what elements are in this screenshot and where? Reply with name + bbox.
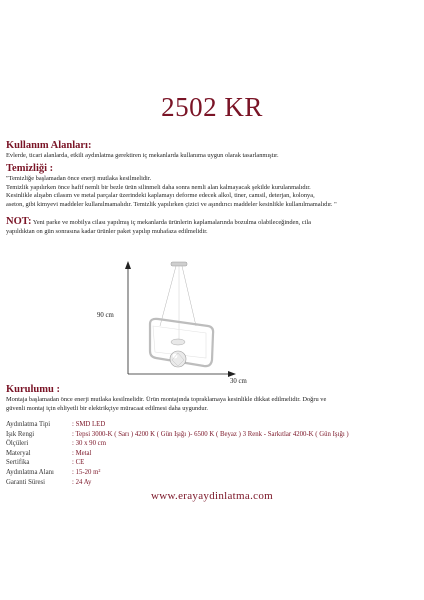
note-line-2: yapıldıktan on gün sonrasına kadar ürünler paket yapılıp muhafaza edilmelidir. [6,227,208,235]
spec-value: : 30 x 90 cm [72,440,106,448]
usage-text: Evlerde, ticari alanlarda, etkili aydınlatma gerektiren iç mekanlarda kullanıma uygun olarak tasarlanmıştır. [6,152,279,159]
spec-key: Ölçüleri [6,440,29,448]
installation-section [6,384,420,413]
installation-line: Montaja başlamadan önce enerji mutlaka kesilmelidir. Ürün montajında topraklamaya kesinlikle dikkat edilmelidir. Doğru ve [6,396,327,403]
spec-row [6,449,420,459]
cleaning-line: "Temizliğe başlamadan önce enerji mutlaka kesilmelidir. [6,175,152,182]
spec-key: Aydınlatma Alanı [6,468,54,476]
height-dimension: 90 cm [97,312,114,319]
wire [182,266,196,326]
spec-value: : 15-20 m² [72,468,101,476]
product-figure [0,270,424,390]
spec-row [6,439,420,449]
wire [160,266,176,326]
product-drawing [0,256,424,386]
cleaning-section [6,163,420,209]
spec-key: Sertifika [6,459,30,467]
website-link[interactable]: www.erayaydinlatma.com [151,490,273,502]
model-title: 2502 KR [161,92,263,122]
spec-row [6,458,420,468]
spec-row [6,420,420,430]
cleaning-heading: Temizliği : [6,163,54,174]
cleaning-line: Temizlik yapılırken önce hafif nemli bir bezle ürün silinmeli daha sonra nemli alan kalmayacak şekilde kurulanmalıdır. [6,183,311,191]
usage-section [6,140,420,161]
spec-key: Işık Rengi [6,430,35,438]
height-arrow-head [125,261,131,269]
spec-table [6,420,420,487]
spec-value: : CE [72,459,85,467]
note-section [6,218,420,236]
usage-heading: Kullanım Alanları: [6,140,92,151]
spec-value: : 24 Ay [72,478,92,486]
note-line-1 [6,218,420,228]
spec-row [6,468,420,478]
installation-line: güvenli montaj için ehliyetli bir elektrikçiye müracaat edilmesi daha uygundur. [6,404,208,412]
spec-value: : SMD LED [72,421,106,428]
cleaning-line: aseton, gibi kimyevi maddeler kullanılmamalıdır. Temizlik yapılırken çizici ve aşındırıcı maddeler kesinlikle kullanılmamalıdır. " [6,200,337,208]
width-arrow-head [228,371,236,377]
canopy [171,262,187,266]
spec-key: Materyal [6,449,31,457]
spec-key: Aydınlatma Tipi [6,421,51,428]
cleaning-line: Kesinlikle alışabn cilasım ve metal parçalar üzerindeki kaplamayı deforme edecek alkol, tiner, camsil, deterjan, kolonya, [6,192,315,200]
crystal-ball [170,351,186,367]
note-label: NOT: [6,216,32,227]
spec-row [6,430,420,440]
spec-row [6,478,420,488]
spec-key: Garanti Süresi [6,478,46,486]
width-dimension: 30 cm [230,378,247,385]
note-text: Yeni parke ve mobilya cilası yapılmış iç mekanlarda ürünlerin kaplamalarında bozulma olabileceğinden, cila [31,219,311,226]
installation-heading: Kurulumu : [6,384,60,395]
connector [171,339,185,345]
spec-value: : Tepsi 3000-K ( Sarı ) 4200 K ( Gün Işığı )- 6500 K ( Beyaz ) 3 Renk - Sarkıtlar 4200-K ( Gün Işığı ) [72,430,349,438]
spec-value: : Metal [72,449,92,457]
